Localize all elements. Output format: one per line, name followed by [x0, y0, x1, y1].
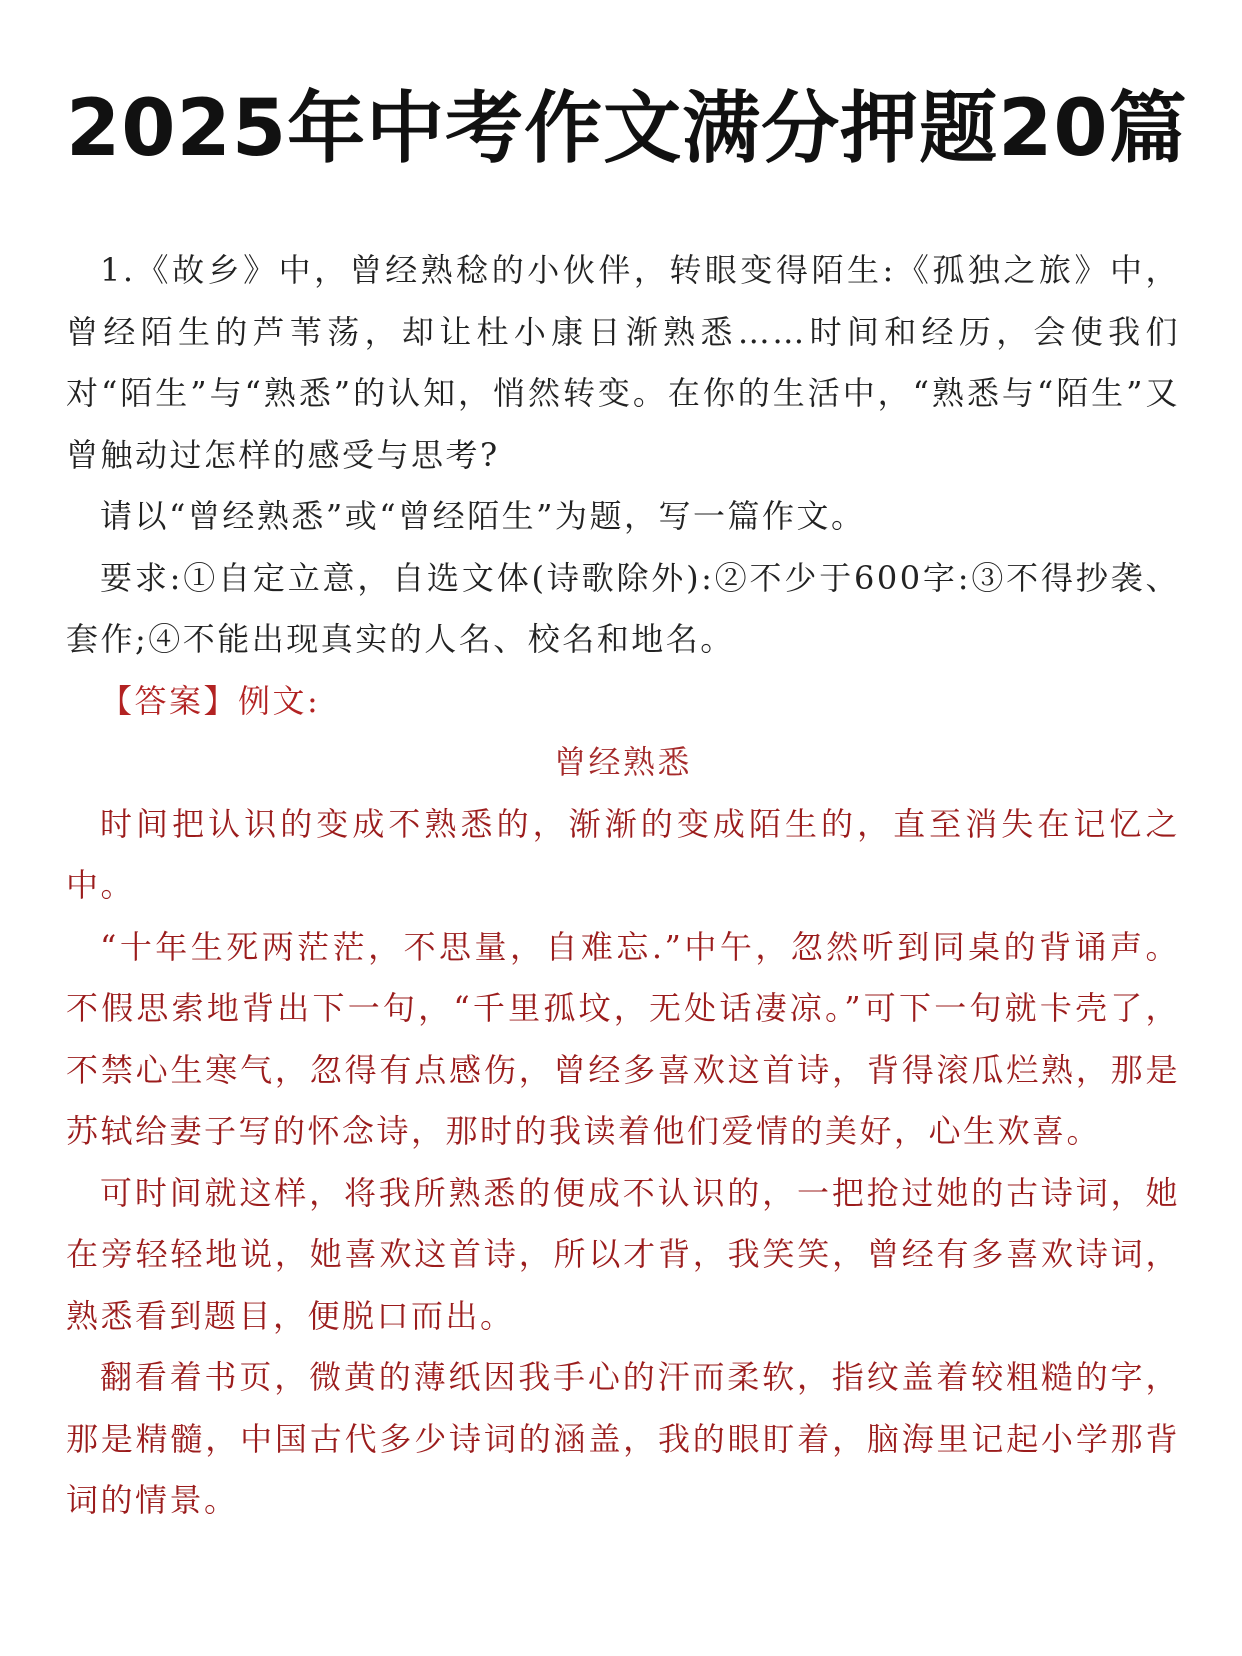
essay-paragraph: “十年生死两茫茫，不思量，自难忘.”中午，忽然听到同桌的背诵声。不假思索地背出下一句，“千里孤坟，无处话凄凉。”可下一句就卡壳了，不禁心生寒气，忽得有点感伤，曾经多喜欢这首诗，背得滚瓜烂熟，那是苏轼给妻子写的怀念诗，那时的我读着他们爱情的美好，心生欢喜。 — [66, 927, 1180, 1150]
essay-paragraph: 翻看着书页，微黄的薄纸因我手心的汗而柔软，指纹盖着较粗糙的字，那是精髓，中国古代多少诗词的涵盖，我的眼盯着，脑海里记起小学那背词的情景。 — [66, 1358, 1180, 1519]
prompt-paragraph: 1.《故乡》中，曾经熟稔的小伙伴，转眼变得陌生:《孤独之旅》中，曾经陌生的芦苇荡，却让杜小康日渐熟悉……时间和经历，会使我们对“陌生”与“熟悉”的认知，悄然转变。在你的生活中，“熟悉与“陌生”又曾触动过怎样的感受与思考? — [66, 251, 1180, 474]
essay-paragraph: 可时间就这样，将我所熟悉的便成不认识的，一把抢过她的古诗词，她在旁轻轻地说，她喜欢这首诗，所以才背，我笑笑，曾经有多喜欢诗词，熟悉看到题目，便脱口而出。 — [66, 1173, 1180, 1335]
prompt-instruction: 请以“曾经熟悉”或“曾经陌生”为题，写一篇作文。 — [100, 497, 866, 535]
prompt-requirements: 要求:①自定立意，自选文体(诗歌除外):②不少于600字:③不得抄袭、套作;④不能出现真实的人名、校名和地名。 — [66, 558, 1180, 658]
answer-suffix: 例文: — [238, 681, 321, 720]
answer-label: 【答案】 — [100, 681, 239, 720]
essay-paragraph: 时间把认识的变成不熟悉的，渐渐的变成陌生的，直至消失在记忆之中。 — [66, 804, 1180, 904]
essay-body — [66, 794, 1180, 1532]
essay-title: 曾经熟悉 — [553, 743, 692, 781]
page-title: 2025年中考作文满分押题20篇 — [66, 84, 1188, 174]
answer-line — [66, 671, 1180, 733]
prompt-section — [66, 240, 1180, 732]
